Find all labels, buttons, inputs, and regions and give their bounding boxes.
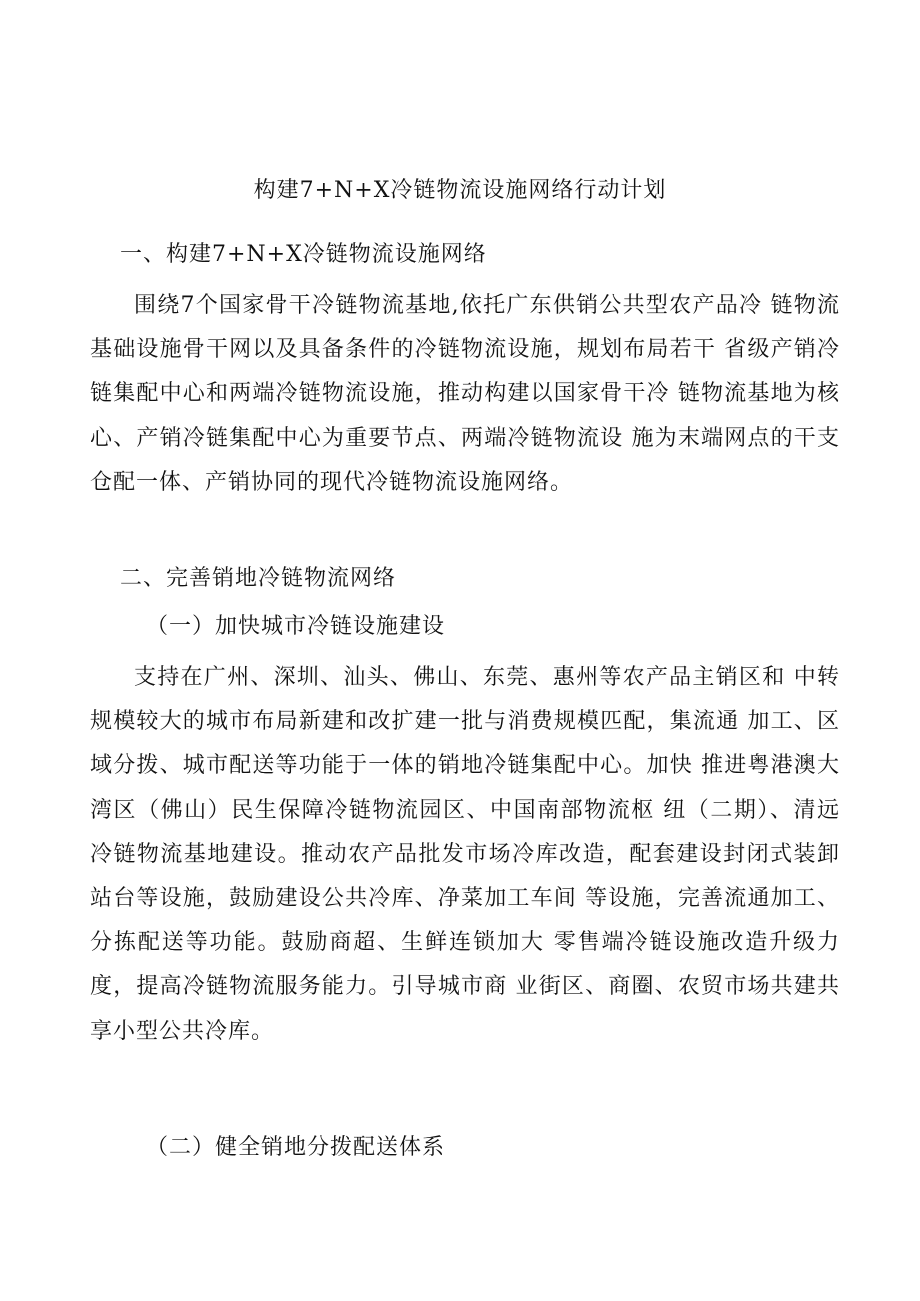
subsection-heading-2: （二）健全销地分拨配送体系	[146, 1135, 446, 1160]
section-heading-2: 二、完善销地冷链物流网络	[120, 566, 397, 591]
subsection-1-paragraph: 支持在广州、深圳、汕头、佛山、东莞、惠州等农产品主销区和 中转规模较大的城市布局新建和改扩建一批与消费规模匹配，集流通 加工、区域分拨、城市配送等功能于一体的销地冷链集配中心。加快 推进粤港澳大湾区（佛山）民生保障冷链物流园区、中国南部物流枢 纽（二期）、清远冷链物流基地建设。推动农产品批发市场冷库改造，配套建设封闭式装卸站台等设施，鼓励建设公共冷库、净菜加工车间 等设施，完善流通加工、分拣配送等功能。鼓励商超、生鲜连锁加大 零售端冷链设施改造升级力度，提高冷链物流服务能力。引导城市商 业街区、商圈、农贸市场共建共享小型公共冷库。	[90, 665, 840, 1044]
section-heading-1: 一、构建7+N+X冷链物流设施网络	[120, 242, 487, 267]
subsection-heading-1: （一）加快城市冷链设施建设	[146, 614, 446, 639]
section-1-paragraph: 围绕7个国家骨干冷链物流基地,依托广东供销公共型农产品冷 链物流基础设施骨干网以及具备条件的冷链物流设施，规划布局若干 省级产销冷链集配中心和两端冷链物流设施，推动构建以国家骨干冷 链物流基地为核心、产销冷链集配中心为重要节点、两端冷链物流设 施为末端网点的干支仓配一体、产销协同的现代冷链物流设施网络。	[90, 293, 840, 495]
document-title: 构建7+N+X冷链物流设施网络行动计划	[253, 178, 667, 203]
